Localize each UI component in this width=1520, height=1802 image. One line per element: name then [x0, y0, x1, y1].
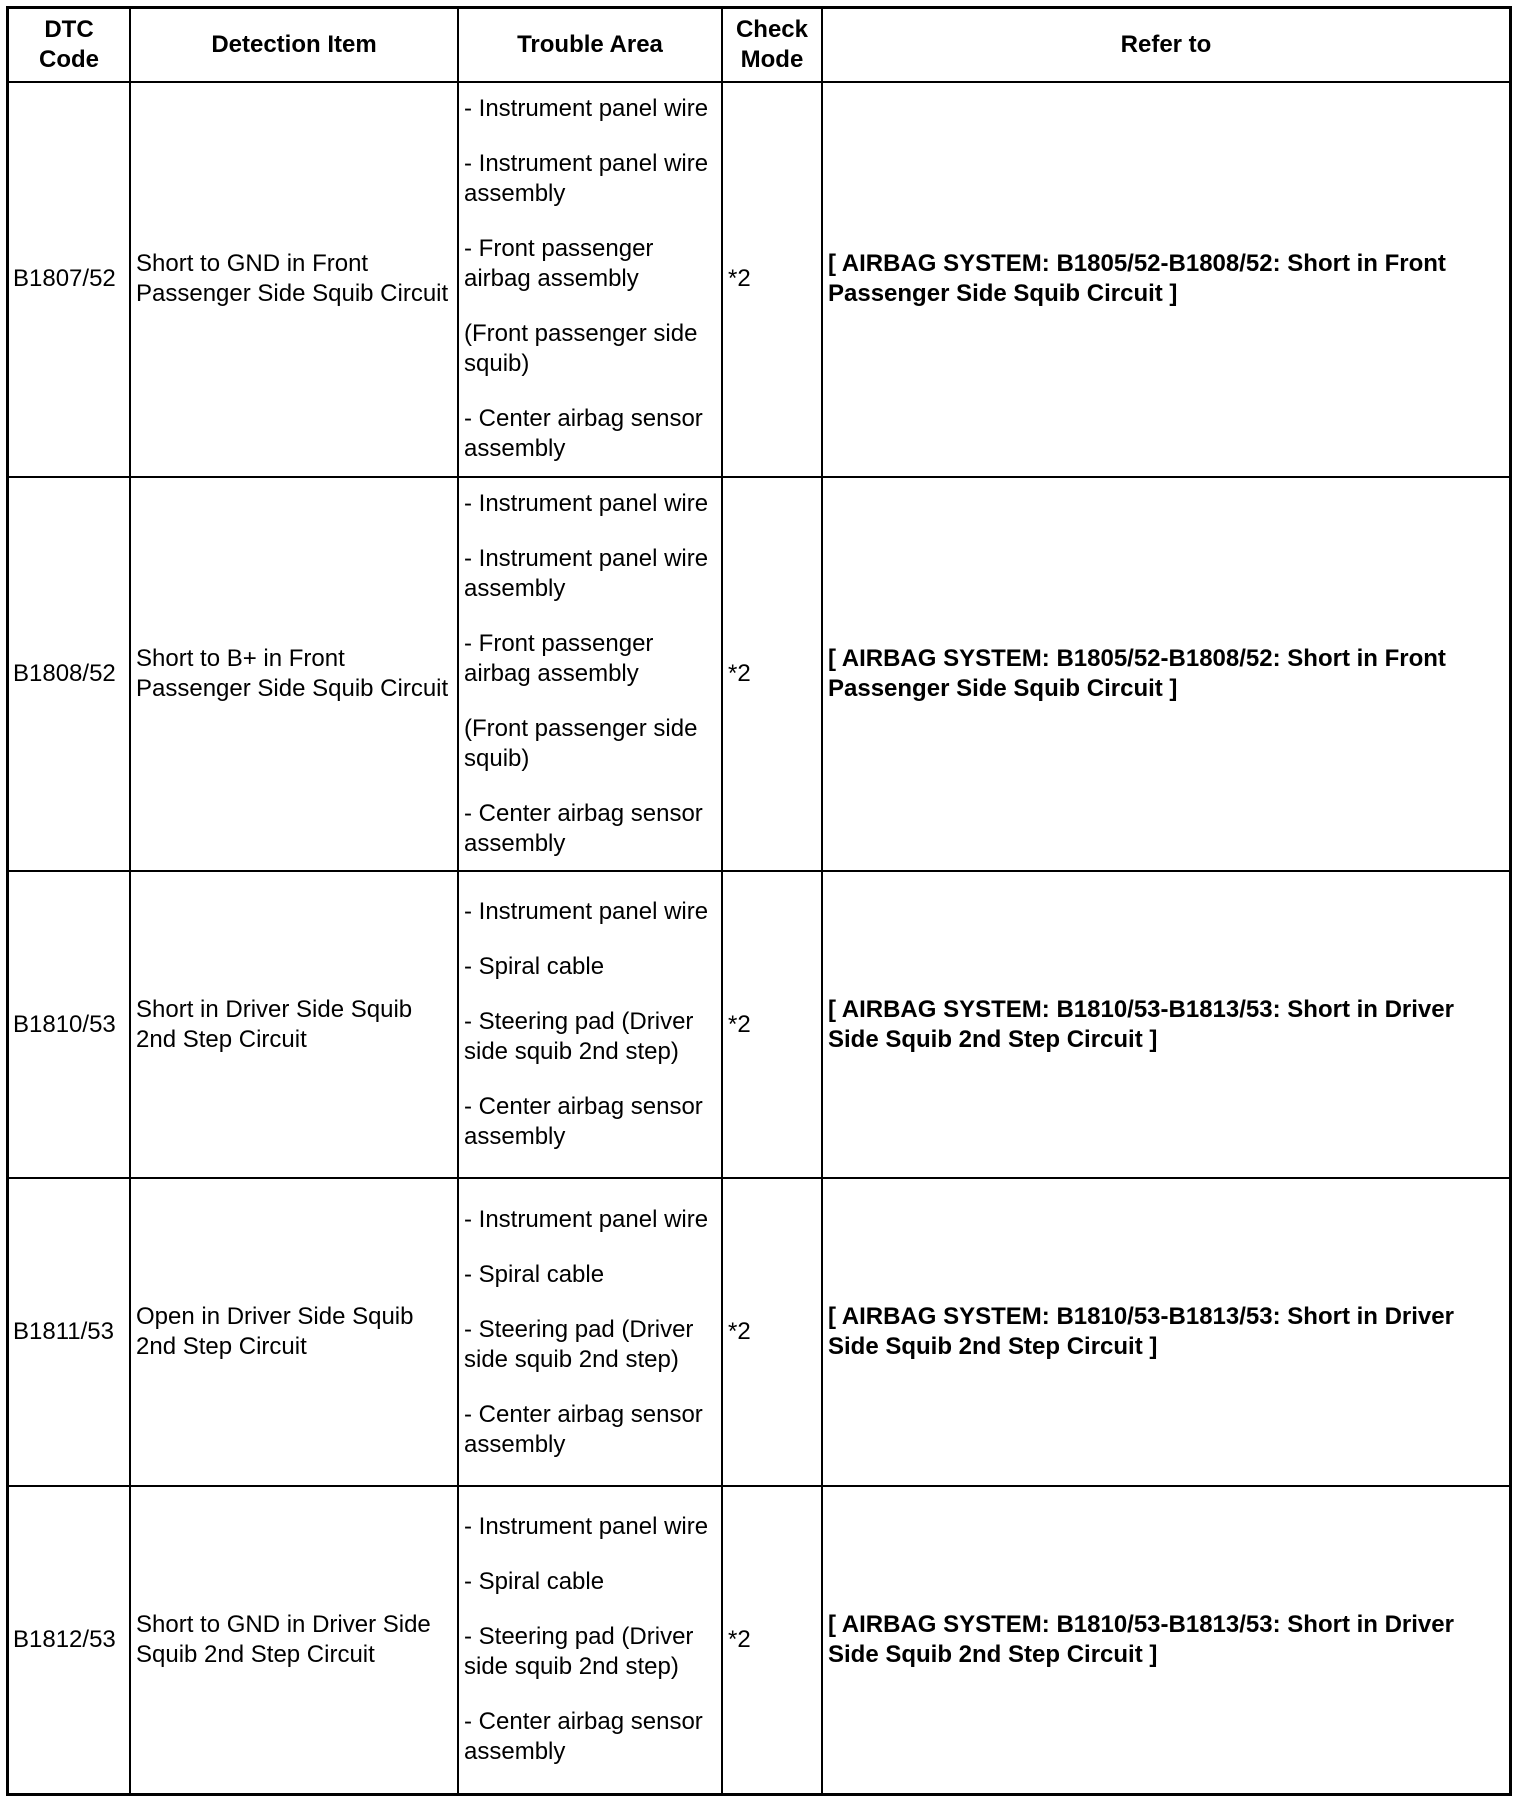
- detection-item-cell: Open in Driver Side Squib 2nd Step Circuit: [130, 1178, 458, 1485]
- dtc-code-cell: B1811/53: [9, 1178, 130, 1485]
- trouble-area-item: - Steering pad (Driver side squib 2nd step): [464, 1008, 694, 1066]
- refer-to-link[interactable]: [ AIRBAG SYSTEM: B1805/52-B1808/52: Short in Front Passenger Side Squib Circuit ]: [822, 82, 1509, 477]
- trouble-area-cell: [458, 1486, 722, 1793]
- trouble-area-item: - Steering pad (Driver side squib 2nd step): [464, 1315, 694, 1373]
- trouble-area-cell: [458, 871, 722, 1178]
- table-row: [9, 871, 1509, 1178]
- trouble-area-item: (Front passenger side squib): [464, 320, 698, 378]
- dtc-code-cell: B1810/53: [9, 871, 130, 1178]
- table-row: [9, 1486, 1509, 1793]
- trouble-area-item: - Center airbag sensor assembly: [464, 1093, 703, 1151]
- check-mode-cell: *2: [722, 1178, 822, 1485]
- check-mode-cell: *2: [722, 82, 822, 477]
- detection-item-cell: Short to B+ in Front Passenger Side Squib Circuit: [130, 477, 458, 872]
- header-trouble-area: Trouble Area: [458, 9, 722, 82]
- trouble-area-cell: [458, 477, 722, 872]
- check-mode-cell: *2: [722, 1486, 822, 1793]
- header-check-mode: Check Mode: [722, 9, 822, 82]
- check-mode-cell: *2: [722, 477, 822, 872]
- trouble-area-item: - Spiral cable: [464, 953, 605, 981]
- header-detection-item: Detection Item: [130, 9, 458, 82]
- trouble-area-item: - Instrument panel wire: [464, 1205, 709, 1233]
- trouble-area-item: - Instrument panel wire assembly: [464, 544, 709, 602]
- trouble-area-item: - Instrument panel wire: [464, 1513, 709, 1541]
- trouble-area-item: - Instrument panel wire: [464, 489, 709, 517]
- refer-to-link[interactable]: [ AIRBAG SYSTEM: B1810/53-B1813/53: Short in Driver Side Squib 2nd Step Circuit ]: [822, 871, 1509, 1178]
- table-row: [9, 477, 1509, 872]
- trouble-area-item: - Instrument panel wire: [464, 898, 709, 926]
- trouble-area-item: - Steering pad (Driver side squib 2nd step): [464, 1623, 694, 1681]
- dtc-code-cell: B1812/53: [9, 1486, 130, 1793]
- trouble-area-item: - Front passenger airbag assembly: [464, 235, 654, 293]
- detection-item-cell: Short to GND in Front Passenger Side Squib Circuit: [130, 82, 458, 477]
- table-header-row: [9, 9, 1509, 82]
- trouble-area-item: - Center airbag sensor assembly: [464, 799, 703, 857]
- trouble-area-item: - Spiral cable: [464, 1568, 605, 1596]
- dtc-code-cell: B1807/52: [9, 82, 130, 477]
- trouble-area-cell: [458, 82, 722, 477]
- trouble-area-item: - Front passenger airbag assembly: [464, 629, 654, 687]
- trouble-area-item: - Center airbag sensor assembly: [464, 405, 703, 463]
- dtc-code-cell: B1808/52: [9, 477, 130, 872]
- header-dtc-code: DTC Code: [9, 9, 130, 82]
- dtc-table: [9, 9, 1509, 1793]
- table-row: [9, 82, 1509, 477]
- refer-to-link[interactable]: [ AIRBAG SYSTEM: B1810/53-B1813/53: Short in Driver Side Squib 2nd Step Circuit ]: [822, 1178, 1509, 1485]
- trouble-area-item: - Instrument panel wire assembly: [464, 150, 709, 208]
- check-mode-cell: *2: [722, 871, 822, 1178]
- trouble-area-cell: [458, 1178, 722, 1485]
- trouble-area-item: - Center airbag sensor assembly: [464, 1400, 703, 1458]
- header-refer-to: Refer to: [822, 9, 1509, 82]
- trouble-area-item: (Front passenger side squib): [464, 714, 698, 772]
- table-row: [9, 1178, 1509, 1485]
- detection-item-cell: Short in Driver Side Squib 2nd Step Circuit: [130, 871, 458, 1178]
- detection-item-cell: Short to GND in Driver Side Squib 2nd Step Circuit: [130, 1486, 458, 1793]
- trouble-area-item: - Spiral cable: [464, 1260, 605, 1288]
- trouble-area-item: - Instrument panel wire: [464, 95, 709, 123]
- refer-to-link[interactable]: [ AIRBAG SYSTEM: B1810/53-B1813/53: Short in Driver Side Squib 2nd Step Circuit ]: [822, 1486, 1509, 1793]
- refer-to-link[interactable]: [ AIRBAG SYSTEM: B1805/52-B1808/52: Short in Front Passenger Side Squib Circuit ]: [822, 477, 1509, 872]
- dtc-table-frame: [6, 6, 1512, 1796]
- trouble-area-item: - Center airbag sensor assembly: [464, 1708, 703, 1766]
